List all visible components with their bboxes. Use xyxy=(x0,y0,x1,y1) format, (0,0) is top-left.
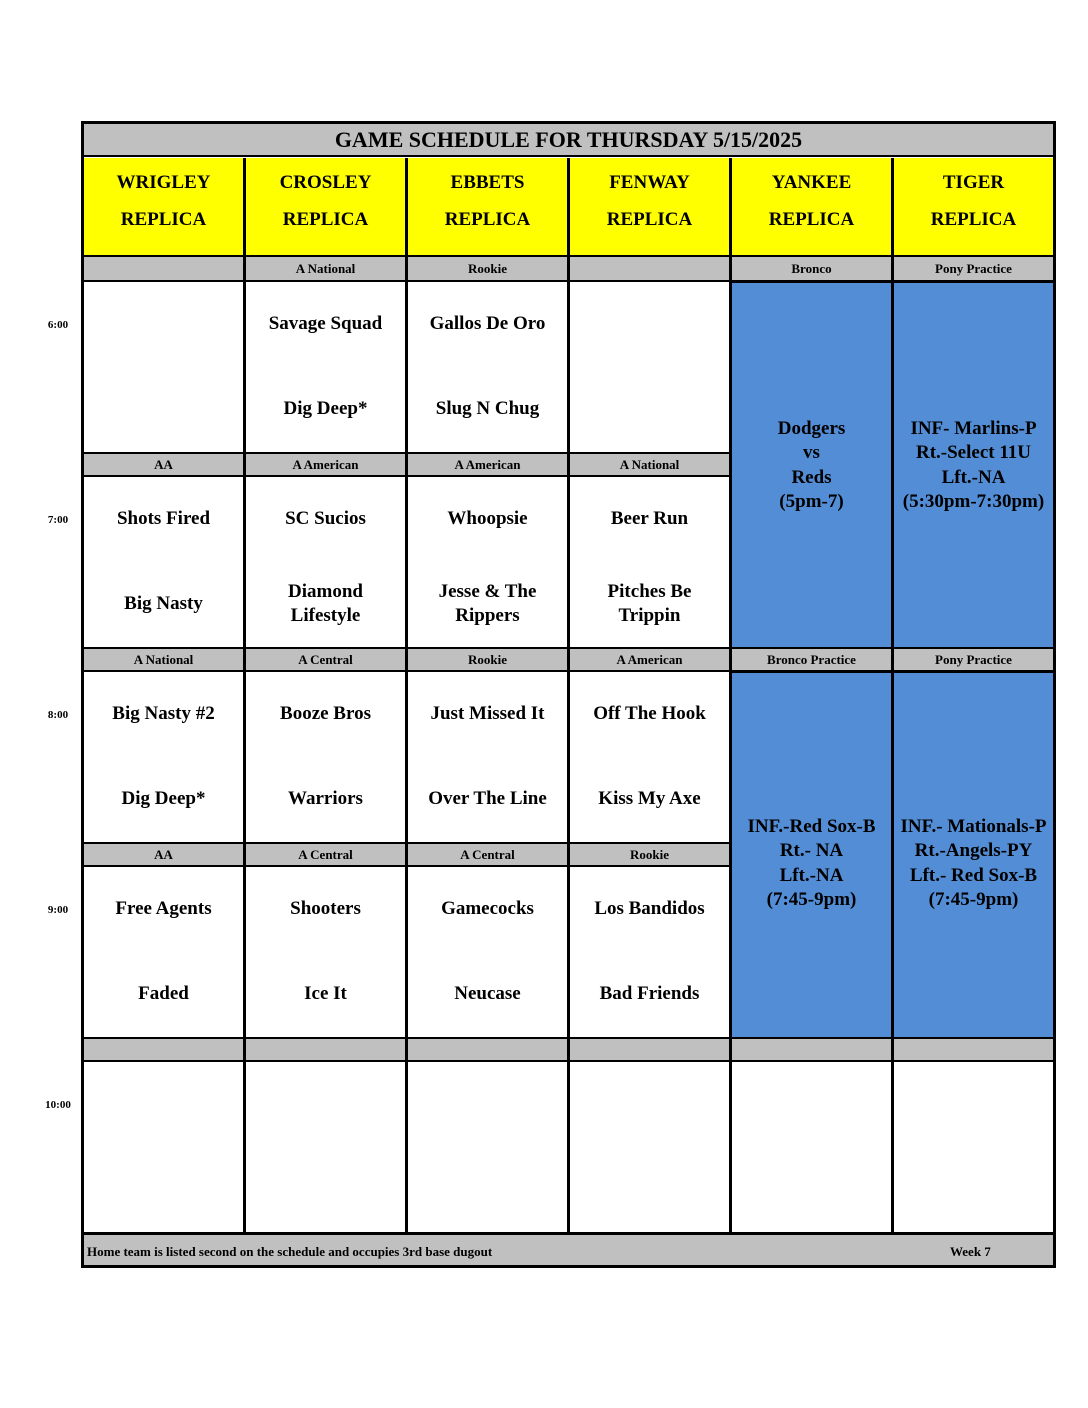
practice-line: vs xyxy=(803,442,820,463)
schedule-footer xyxy=(84,1232,1053,1265)
practice-line: INF- Marlins-P xyxy=(910,417,1037,439)
empty-cell xyxy=(408,1062,570,1232)
division-band: A Central xyxy=(246,647,408,672)
game-cell xyxy=(84,867,246,1038)
field-name: WRIGLEY xyxy=(116,172,211,193)
schedule-title: GAME SCHEDULE FOR THURSDAY 5/15/2025 xyxy=(84,124,1053,157)
away-team: Gallos De Oro xyxy=(429,313,546,334)
division-band: Pony Practice xyxy=(894,647,1053,672)
division-band xyxy=(84,257,246,282)
home-team: Over The Line xyxy=(428,788,547,809)
home-team: Diamond Lifestyle xyxy=(288,581,363,626)
home-team: Kiss My Axe xyxy=(598,788,701,809)
division-band: AA xyxy=(84,452,246,477)
division-band: A American xyxy=(246,452,408,477)
away-team: Whoopsie xyxy=(447,508,528,529)
field-name: EBBETS xyxy=(450,172,525,193)
division-band-empty xyxy=(732,1037,894,1062)
practice-line: Rt.- NA xyxy=(779,840,844,861)
game-cell xyxy=(408,477,570,648)
field-name: YANKEE xyxy=(771,172,852,193)
week-label: Week 7 xyxy=(950,1244,991,1259)
away-team: Gamecocks xyxy=(441,898,534,919)
field-type: REPLICA xyxy=(444,209,531,230)
division-band: Bronco Practice xyxy=(732,647,894,672)
division-band-empty xyxy=(570,1037,732,1062)
field-header-fenway xyxy=(570,158,732,257)
practice-line: INF.-Red Sox-B xyxy=(747,815,876,837)
division-band-empty xyxy=(408,1037,570,1062)
field-name: TIGER xyxy=(942,172,1005,193)
game-cell xyxy=(570,477,732,648)
practice-line: Dodgers xyxy=(777,417,846,439)
game-cell xyxy=(84,282,246,453)
home-team: Slug N Chug xyxy=(435,398,540,419)
game-cell xyxy=(84,672,246,843)
division-band: A American xyxy=(570,647,732,672)
away-team: Beer Run xyxy=(610,508,689,529)
home-team: Ice It xyxy=(304,983,347,1004)
practice-block-yankee-late xyxy=(732,672,894,1038)
division-band: Rookie xyxy=(408,257,570,282)
time-label: 6:00 xyxy=(47,319,69,331)
field-header-ebbets xyxy=(408,158,570,257)
game-cell xyxy=(246,477,408,648)
away-team: Los Bandidos xyxy=(594,898,705,919)
practice-block-yankee-early xyxy=(732,282,894,648)
practice-line: (7:45-9pm) xyxy=(766,889,857,910)
division-band: A National xyxy=(570,452,732,477)
practice-line: Lft.-NA xyxy=(941,466,1006,488)
game-cell xyxy=(408,867,570,1038)
empty-cell xyxy=(246,1062,408,1232)
division-band: AA xyxy=(84,842,246,867)
field-type: REPLICA xyxy=(282,209,369,230)
game-cell xyxy=(570,867,732,1038)
field-type: REPLICA xyxy=(120,209,207,230)
away-team: Free Agents xyxy=(115,898,212,919)
home-team: Faded xyxy=(138,983,189,1004)
game-cell xyxy=(570,282,732,453)
practice-line: INF.- Mationals-P xyxy=(900,815,1047,837)
field-type: REPLICA xyxy=(606,209,693,230)
game-cell xyxy=(84,477,246,648)
home-team: Bad Friends xyxy=(599,983,700,1004)
home-team: Dig Deep* xyxy=(121,788,206,809)
game-cell xyxy=(246,672,408,843)
practice-block-tiger-early xyxy=(894,282,1053,648)
time-label: 10:00 xyxy=(45,1099,71,1111)
game-cell xyxy=(408,282,570,453)
away-team: Just Missed It xyxy=(430,703,545,724)
field-header-tiger xyxy=(894,158,1053,257)
away-team: Shots Fired xyxy=(116,508,211,529)
practice-line: Lft.- Red Sox-B xyxy=(909,864,1038,886)
empty-cell xyxy=(894,1062,1053,1232)
division-band: Rookie xyxy=(408,647,570,672)
away-team: Shooters xyxy=(290,898,361,919)
game-cell xyxy=(246,282,408,453)
home-team: Big Nasty xyxy=(124,593,203,614)
practice-line: (5pm-7) xyxy=(779,491,844,512)
practice-line: Rt.-Angels-PY xyxy=(914,840,1033,861)
time-label: 7:00 xyxy=(47,514,69,526)
division-band: A National xyxy=(246,257,408,282)
away-team: Big Nasty #2 xyxy=(112,703,215,724)
empty-cell xyxy=(732,1062,894,1232)
division-band xyxy=(570,257,732,282)
division-band-empty xyxy=(246,1037,408,1062)
practice-line: (5:30pm-7:30pm) xyxy=(902,491,1045,512)
division-band: A Central xyxy=(246,842,408,867)
home-team: Jesse & The Rippers xyxy=(438,581,537,626)
practice-block-tiger-late xyxy=(894,672,1053,1038)
away-team: Booze Bros xyxy=(280,703,371,724)
division-band-empty xyxy=(894,1037,1053,1062)
division-band: A American xyxy=(408,452,570,477)
field-header-crosley xyxy=(246,158,408,257)
division-band: A Central xyxy=(408,842,570,867)
time-label: 9:00 xyxy=(47,904,69,916)
home-team-note: Home team is listed second on the schedule and occupies 3rd base dugout xyxy=(87,1244,493,1259)
home-team: Warriors xyxy=(288,788,363,809)
division-band: Bronco xyxy=(732,257,894,282)
away-team: SC Sucios xyxy=(285,508,366,529)
game-cell xyxy=(408,672,570,843)
field-header-wrigley xyxy=(84,158,246,257)
away-team: Savage Squad xyxy=(268,313,383,334)
field-header-yankee xyxy=(732,158,894,257)
field-type: REPLICA xyxy=(768,209,855,230)
time-label: 8:00 xyxy=(47,709,69,721)
field-name: FENWAY xyxy=(609,172,690,193)
practice-line: Reds xyxy=(791,466,832,488)
game-cell xyxy=(570,672,732,843)
division-band: Rookie xyxy=(570,842,732,867)
away-team: Off The Hook xyxy=(593,703,706,724)
division-band-empty xyxy=(84,1037,246,1062)
empty-cell xyxy=(570,1062,732,1232)
practice-line: Rt.-Select 11U xyxy=(915,442,1032,463)
division-band: A National xyxy=(84,647,246,672)
practice-line: Lft.-NA xyxy=(779,864,844,886)
home-team: Pitches Be Trippin xyxy=(607,581,692,626)
home-team: Dig Deep* xyxy=(283,398,368,419)
practice-line: (7:45-9pm) xyxy=(928,889,1019,910)
division-band: Pony Practice xyxy=(894,257,1053,282)
game-cell xyxy=(246,867,408,1038)
home-team: Neucase xyxy=(454,983,521,1004)
empty-cell xyxy=(84,1062,246,1232)
field-type: REPLICA xyxy=(930,209,1017,230)
field-name: CROSLEY xyxy=(279,172,372,193)
